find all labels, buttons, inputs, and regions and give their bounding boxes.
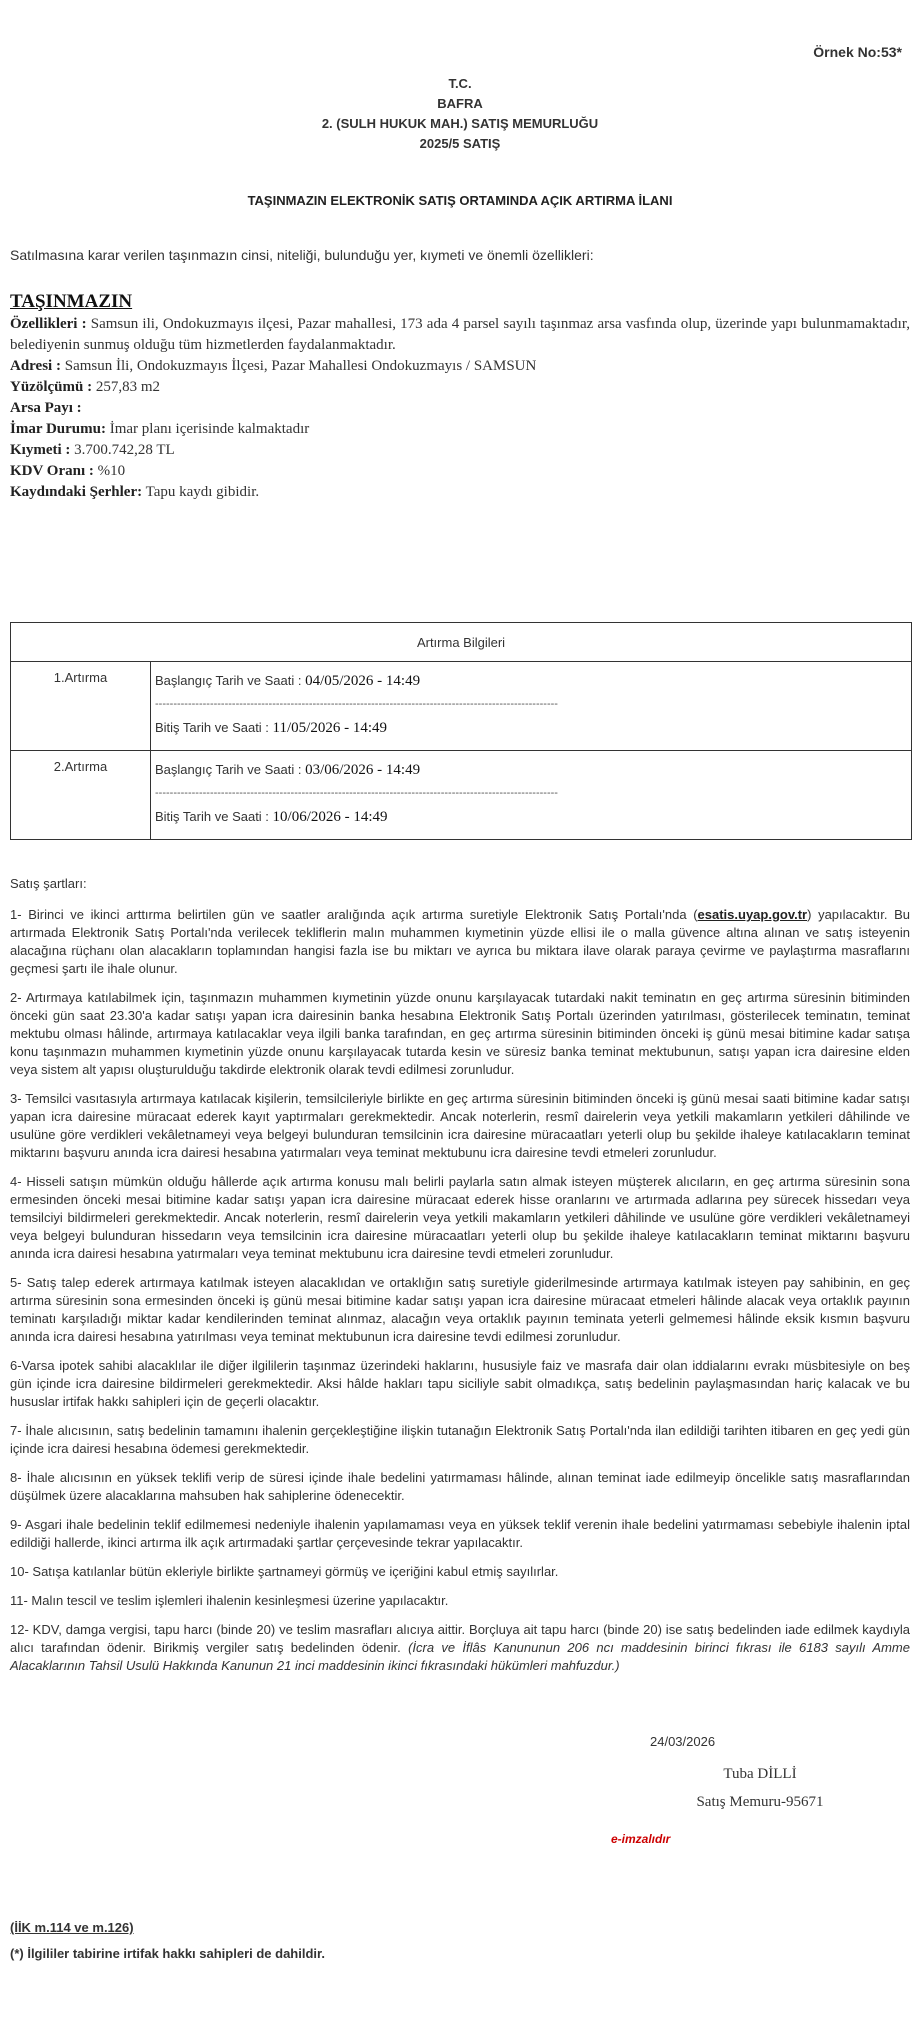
zoning-label: İmar Durumu: [10, 421, 106, 437]
condition-item: 4- Hisseli satışın mümkün olduğu hâllerde açık artırma konusu malı belirli paylarla satın almak isteyen müşterek alıcıların, en geç artırma süresinin sona ermesinden önceki mesai bitimine kadar satışı yapan icra dairesine müracaat ederek hisse oranlarını ve artırmada adlarına pey sürecek hissedarı veya temsilciyi bildirmeleri gerekmektedir. Ancak noterlerin, resmî dairelerin veya yetkili makamların yetkileri dâhilinde ve usulüne göre verdikleri vekâletnameyi veya belgeyi bulunduran hissedarın veya temsilcinin icra dairesine müracaatları yeterli olup bu şekilde ihaleye katılacakların teminat miktarını başvuru anında icra dairesi hesabına yatırmaları veya teminat mektubunu icra dairesine tevdi etmeleri zorunludur. [10, 1174, 910, 1261]
signature-date: 24/03/2026 [650, 1734, 716, 1749]
area-label: Yüzölçümü : [10, 379, 93, 395]
auction-end [155, 808, 911, 826]
header-line-office: 2. (SULH HUKUK MAH.) SATIŞ MEMURLUĞU [321, 116, 599, 131]
address-label: Adresi : [10, 358, 61, 374]
auction-end [155, 719, 911, 737]
auction-row-dates [151, 662, 912, 751]
auction-start [155, 672, 911, 690]
condition-item: 5- Satış talep ederek artırmaya katılmak isteyen alacaklıdan ve ortaklığın satış suretiyle giderilmesinde artırmaya katılmak isteyen pay sahibinin, en geç artırma süresinin sona ermesinden önceki iş günü mesai bitimine kadar satışı yapan icra dairesine müracaat etmeleri hâlinde alacak veya ortaklık payının teminatı karşıladığı miktar kadar kendilerinden teminat alınmaz, alacağın veya ortaklık payının teminata yeterli gelmemesi hâlinde eksik kısmın başvuru anında icra dairesi hesabına yatırılması veya teminat mektubunun icra dairesine tevdi edilmesi zorunludur. [10, 1275, 910, 1344]
property-area [10, 377, 910, 398]
annotations-value: Tapu kaydı gibidir. [142, 484, 260, 500]
auction-row-label: 2.Artırma [11, 751, 151, 840]
auction-row [11, 751, 912, 840]
property-heading: TAŞINMAZIN [10, 291, 133, 312]
area-value: 257,83 m2 [92, 379, 161, 395]
auction-row-dates [151, 751, 912, 840]
condition-12-text: 12- KDV, damga vergisi, tapu harcı (binde 20) ve teslim masrafları alıcıya aittir. Borçluya ait tapu harcı (binde 20) ise satış bedelinden iade edilmek kaydıyla alıcı tarafından ödenir. Birikmiş vergiler satış bedelinden ödenir. [10, 1622, 910, 1655]
end-value: 10/06/2026 - 14:49 [272, 809, 388, 825]
signer-title: Satış Memuru-95671 [696, 1794, 824, 1810]
auction-table-header: Artırma Bilgileri [11, 623, 912, 662]
annotations-label: Kaydındaki Şerhler: [10, 484, 143, 500]
document-header [0, 74, 920, 154]
end-label: Bitiş Tarih ve Saati : [155, 809, 273, 824]
condition-item: 10- Satışa katılanlar bütün ekleriyle birlikte şartnameyi görmüş ve içeriğini kabul etmiş sayılırlar. [10, 1564, 559, 1579]
document-title: TAŞINMAZIN ELEKTRONİK SATIŞ ORTAMINDA AÇIK ARTIRMA İLANI [247, 193, 673, 208]
conditions-heading: Satış şartları: [10, 876, 87, 891]
signer-name: Tuba DİLLİ [723, 1766, 797, 1782]
condition-item: 7- İhale alıcısının, satış bedelinin tamamını ihalenin gerçekleştiğine ilişkin tutanağın Elektronik Satış Portalı'nda ilan edildiği tarihten itibaren en geç yedi gün içinde icra dairesi hesabına ödemesi gerekmektedir. [10, 1423, 910, 1456]
property-address [10, 356, 910, 377]
value-label: Kıymeti : [10, 442, 71, 458]
sample-number: Örnek No:53* [813, 44, 902, 60]
condition-item: 6-Varsa ipotek sahibi alacaklılar ile diğer ilgililerin taşınmaz üzerindeki haklarını, hususiyle faiz ve masrafa dair olan iddialarını evrakı müsbitesiyle on beş gün içinde icra dairesine bildirmeleri gerekmektedir. Aksi hâlde hakları tapu siciliyle sabit olmadıkça, satış bedelinin paylaşmasından hariç kalacak ve bu hususlar irtifak hakkı sahipleri için de geçerli olacaktır. [10, 1358, 910, 1409]
header-line-tc: T.C. [448, 76, 472, 91]
header-line-city: BAFRA [437, 96, 483, 111]
zoning-value: İmar planı içerisinde kalmaktadır [105, 421, 310, 437]
features-label: Özellikleri : [10, 316, 87, 332]
condition-item: 9- Asgari ihale bedelinin teklif edilmemesi nedeniyle ihalenin yapılamaması veya en yüksek teklif verenin ihale bedelini yatırmaması sebebiyle ihalenin iptal edildiği hallerde, ikinci artırma ilk açık artırmadaki şartlar çerçevesinde tekrar yapılacaktır. [10, 1517, 910, 1550]
separator-line: -------------------------------------------------------------------------------------------------------------- [155, 787, 558, 799]
condition-item: 3- Temsilci vasıtasıyla artırmaya katılacak kişilerin, temsilcileriyle birlikte en geç artırma süresinin bitiminden önceki iş günü mesai saati bitimine kadar satışı yapan icra dairesine müracaat ederek kayıt yaptırmaları gerekmektedir. Ancak noterlerin, resmî dairelerin veya yetkili makamların yetkileri dâhilinde ve usulüne göre verdikleri vekâletnameyi veya belgeyi bulunduran temsilcinin icra dairesine müracaatları yeterli olup bu şekilde ihaleye katılacakların teminat miktarını başvuru anında icra dairesi hesabına yatırmaları veya teminat mektubunu icra dairesine tevdi etmeleri zorunludur. [10, 1091, 910, 1160]
start-value: 03/06/2026 - 14:49 [305, 762, 421, 778]
header-line-file-no: 2025/5 SATIŞ [419, 136, 501, 151]
end-label: Bitiş Tarih ve Saati : [155, 720, 273, 735]
address-value: Samsun İli, Ondokuzmayıs İlçesi, Pazar Mahallesi Ondokuzmayıs / SAMSUN [60, 358, 537, 374]
e-signature-badge: e-imzalıdır [611, 1832, 671, 1846]
vat-value: %10 [93, 463, 126, 479]
property-vat [10, 461, 910, 482]
auction-info-table [10, 622, 912, 840]
condition-12-legal-note: (İcra ve İflâs Kanununun 206 ncı maddesinin birinci fıkrası ile 6183 sayılı Amme Alacaklarının Tahsil Usulü Hakkında Kanunun 21 inci maddesinin ikinci fıkrasındaki hükümleri mahfuzdur.) [10, 1640, 910, 1673]
auction-row-label: 1.Artırma [11, 662, 151, 751]
intro-text: Satılmasına karar verilen taşınmazın cinsi, niteliği, bulunduğu yer, kıymeti ve önemli özellikleri: [10, 247, 594, 263]
footnote: (*) İlgililer tabirine irtifak hakkı sahipleri de dahildir. [10, 1946, 325, 1961]
condition-item [10, 1621, 910, 1675]
property-annotations [10, 482, 910, 503]
signature-block [660, 1760, 860, 1816]
value-amount: 3.700.742,28 TL [70, 442, 175, 458]
separator-line: -------------------------------------------------------------------------------------------------------------- [155, 698, 558, 710]
auction-start [155, 761, 911, 779]
start-label: Başlangıç Tarih ve Saati : [155, 673, 306, 688]
condition-item [10, 906, 910, 978]
property-land-share [10, 398, 910, 419]
end-value: 11/05/2026 - 14:49 [272, 720, 387, 736]
condition-item: 11- Malın tescil ve teslim işlemleri ihalenin kesinleşmesi üzerine yapılacaktır. [10, 1593, 449, 1608]
condition-1-end: ) yapılacaktır. Bu artırmada Elektronik Satış Portalı'nda verilecek tekliflerin malın muhammen kıymetinin yüzde ellisi ile o malla güvence altına alınan ve satış isteyenin alacağına rüçhanı olan alacakların toplamından hangisi fazla ise bu miktarı ve ayrıca bu miktara ilave olarak paraya çevirme ve paylaştırma masraflarını geçmesi şartı ile ihale olunur. [10, 907, 910, 976]
property-details [10, 290, 910, 503]
property-zoning [10, 419, 910, 440]
sale-conditions [10, 875, 910, 1686]
property-value [10, 440, 910, 461]
condition-item: 8- İhale alıcısının en yüksek teklifi verip de süresi içinde ihale bedelini yatırmaması hâlinde, alınan teminat iade edilmeyip öncelikle satış masraflarından düşülmek üzere alacaklarına mahsuben hak sahiplerine ödenecektir. [10, 1470, 910, 1503]
auction-row [11, 662, 912, 751]
start-label: Başlangıç Tarih ve Saati : [155, 762, 306, 777]
condition-1-start: 1- Birinci ve ikinci arttırma belirtilen gün ve saatler aralığında açık artırma suretiyle Elektronik Satış Portalı'nda ( [10, 907, 698, 922]
land-share-label: Arsa Payı : [10, 400, 82, 416]
vat-label: KDV Oranı : [10, 463, 94, 479]
features-value: Samsun ili, Ondokuzmayıs ilçesi, Pazar mahallesi, 173 ada 4 parsel sayılı taşınmaz arsa vasfında olup, üzerinde yapı bulunmamaktadır, belediyenin sunmuş olduğu tüm hizmetlerden faydalanmaktadır. [10, 316, 910, 353]
start-value: 04/05/2026 - 14:49 [305, 673, 421, 689]
condition-item: 2- Artırmaya katılabilmek için, taşınmazın muhammen kıymetinin yüzde onunu karşılayacak tutardaki nakit teminatın en geç artırma süresinin bitiminden önceki gün saat 23.30'a kadar satışı yapan icra dairesinin banka hesabına Elektronik Satış Portalı üzerinden yatırılması, gösterilecek teminatın, teminat mektubu olması hâlinde, artırmaya katılacaklar veya ilgili banka tarafından, en geç artırma süresinin bitiminden önceki iş günü mesai bitimine kadar satışa konu taşınmazın muhammen kıymetinin yüzde onunu karşılayacak tutarda kesin ve süresiz banka teminat mektubunun, satışı yapan icra dairesine elden veya sistem alt yapısı oluşturulduğu takdirde elektronik olarak tevdi edilmesi zorunludur. [10, 990, 910, 1077]
property-features [10, 314, 910, 356]
law-reference: (İİK m.114 ve m.126) [10, 1920, 134, 1935]
esatis-link[interactable]: esatis.uyap.gov.tr [697, 907, 808, 922]
